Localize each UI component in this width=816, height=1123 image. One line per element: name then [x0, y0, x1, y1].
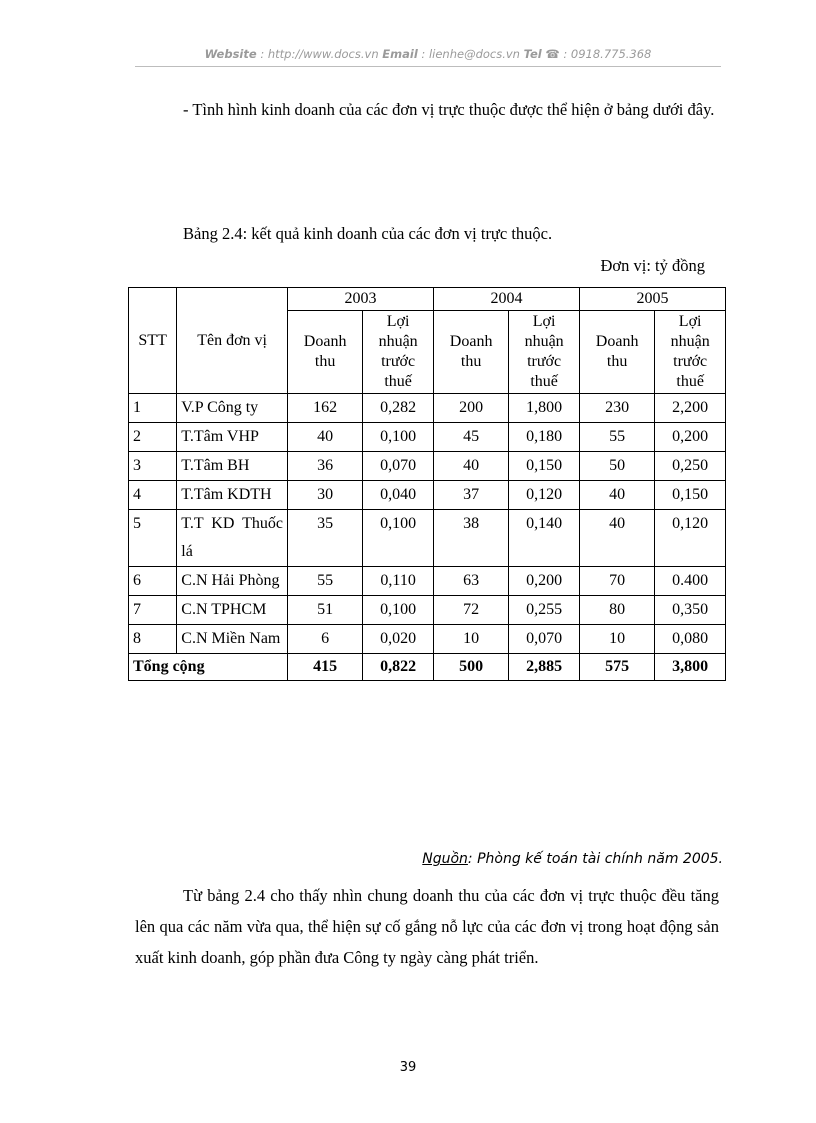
- cell-unit-name: T.T KD Thuốc lá: [177, 510, 288, 567]
- cell-stt: 5: [129, 510, 177, 567]
- cell-revenue-2005: 55: [579, 423, 654, 452]
- website-value: : http://www.docs.vn: [256, 47, 383, 61]
- cell-revenue-2003: 36: [287, 452, 362, 481]
- cell-stt: 4: [129, 481, 177, 510]
- cell-profit-2003: 0,100: [363, 423, 434, 452]
- cell-profit-2005: 0,350: [655, 596, 726, 625]
- table-row: [129, 625, 726, 654]
- header-revenue-2003: Doanh thu: [287, 311, 362, 394]
- header-profit-2005: Lợi nhuận trước thuế: [655, 311, 726, 394]
- cell-revenue-2004: 63: [433, 567, 508, 596]
- table-row: [129, 423, 726, 452]
- table-source: [422, 851, 723, 867]
- cell-revenue-2003: 35: [287, 510, 362, 567]
- header-year-2003: 2003: [287, 288, 433, 311]
- cell-revenue-2004: 45: [433, 423, 508, 452]
- table-row: [129, 510, 726, 567]
- header-revenue-2005: Doanh thu: [579, 311, 654, 394]
- total-label: Tổng cộng: [129, 654, 288, 681]
- page-number: 39: [399, 1060, 417, 1075]
- total-revenue-2003: 415: [287, 654, 362, 681]
- cell-revenue-2005: 50: [579, 452, 654, 481]
- website-label: Website: [204, 47, 257, 61]
- total-revenue-2005: 575: [579, 654, 654, 681]
- cell-profit-2003: 0,070: [363, 452, 434, 481]
- cell-profit-2004: 0,120: [509, 481, 580, 510]
- cell-stt: 8: [129, 625, 177, 654]
- total-revenue-2004: 500: [433, 654, 508, 681]
- source-text: : Phòng kế toán tài chính năm 2005.: [467, 851, 723, 867]
- cell-profit-2005: 0,250: [655, 452, 726, 481]
- cell-profit-2005: 0,200: [655, 423, 726, 452]
- cell-profit-2005: 0.400: [655, 567, 726, 596]
- cell-revenue-2005: 70: [579, 567, 654, 596]
- table-total-row: [129, 654, 726, 681]
- table-row: [129, 452, 726, 481]
- cell-profit-2003: 0,020: [363, 625, 434, 654]
- intro-paragraph: - Tình hình kinh doanh của các đơn vị trực thuộc được thể hiện ở bảng dưới đây.: [183, 100, 715, 119]
- cell-revenue-2004: 10: [433, 625, 508, 654]
- cell-profit-2004: 0,140: [509, 510, 580, 567]
- cell-stt: 6: [129, 567, 177, 596]
- total-profit-2003: 0,822: [363, 654, 434, 681]
- cell-revenue-2005: 230: [579, 394, 654, 423]
- cell-profit-2004: 1,800: [509, 394, 580, 423]
- cell-profit-2004: 0,150: [509, 452, 580, 481]
- cell-profit-2003: 0,040: [363, 481, 434, 510]
- cell-profit-2005: 2,200: [655, 394, 726, 423]
- cell-unit-name: T.Tâm BH: [177, 452, 288, 481]
- header-stt: STT: [129, 288, 177, 394]
- cell-profit-2004: 0,255: [509, 596, 580, 625]
- source-label: Nguồn: [422, 851, 468, 867]
- cell-revenue-2005: 80: [579, 596, 654, 625]
- cell-stt: 1: [129, 394, 177, 423]
- cell-stt: 3: [129, 452, 177, 481]
- email-value: : lienhe@docs.vn: [417, 47, 524, 61]
- cell-unit-name: T.Tâm KDTH: [177, 481, 288, 510]
- cell-revenue-2003: 6: [287, 625, 362, 654]
- cell-profit-2004: 0,070: [509, 625, 580, 654]
- page-header: [135, 47, 721, 61]
- tel-label: Tel: [523, 47, 542, 61]
- header-divider: [135, 66, 721, 67]
- cell-unit-name: T.Tâm VHP: [177, 423, 288, 452]
- cell-revenue-2004: 40: [433, 452, 508, 481]
- unit-note: Đơn vị: tỷ đồng: [600, 256, 705, 275]
- header-year-2004: 2004: [433, 288, 579, 311]
- cell-revenue-2004: 37: [433, 481, 508, 510]
- cell-profit-2004: 0,200: [509, 567, 580, 596]
- total-profit-2004: 2,885: [509, 654, 580, 681]
- cell-revenue-2003: 55: [287, 567, 362, 596]
- cell-profit-2003: 0,100: [363, 596, 434, 625]
- header-revenue-2004: Doanh thu: [433, 311, 508, 394]
- cell-stt: 2: [129, 423, 177, 452]
- cell-unit-name: V.P Công ty: [177, 394, 288, 423]
- cell-unit-name: C.N TPHCM: [177, 596, 288, 625]
- cell-profit-2003: 0,282: [363, 394, 434, 423]
- cell-unit-name: C.N Hải Phòng: [177, 567, 288, 596]
- cell-revenue-2004: 72: [433, 596, 508, 625]
- business-results-table: [128, 287, 726, 681]
- cell-profit-2005: 0,150: [655, 481, 726, 510]
- table-row: [129, 596, 726, 625]
- cell-profit-2005: 0,080: [655, 625, 726, 654]
- cell-revenue-2003: 162: [287, 394, 362, 423]
- table-row: [129, 394, 726, 423]
- cell-revenue-2005: 40: [579, 481, 654, 510]
- cell-unit-name: C.N Miền Nam: [177, 625, 288, 654]
- cell-revenue-2003: 51: [287, 596, 362, 625]
- conclusion-paragraph: Từ bảng 2.4 cho thấy nhìn chung doanh thu của các đơn vị trực thuộc đều tăng lên qua các năm vừa qua, thể hiện sự cố gắng nỗ lực của các đơn vị trong hoạt động sản xuất kinh doanh, góp phần đưa Công ty ngày càng phát triển.: [135, 886, 719, 967]
- total-profit-2005: 3,800: [655, 654, 726, 681]
- cell-revenue-2005: 40: [579, 510, 654, 567]
- tel-value: ☎ : 0918.775.368: [541, 47, 652, 61]
- cell-revenue-2004: 38: [433, 510, 508, 567]
- cell-profit-2003: 0,100: [363, 510, 434, 567]
- cell-revenue-2003: 40: [287, 423, 362, 452]
- header-profit-2004: Lợi nhuận trước thuế: [509, 311, 580, 394]
- cell-revenue-2005: 10: [579, 625, 654, 654]
- header-unit-name: Tên đơn vị: [177, 288, 288, 394]
- email-label: Email: [382, 47, 418, 61]
- cell-profit-2003: 0,110: [363, 567, 434, 596]
- cell-revenue-2003: 30: [287, 481, 362, 510]
- cell-profit-2005: 0,120: [655, 510, 726, 567]
- cell-profit-2004: 0,180: [509, 423, 580, 452]
- table-caption: Bảng 2.4: kết quả kinh doanh của các đơn vị trực thuộc.: [183, 224, 553, 243]
- table-row: [129, 481, 726, 510]
- header-profit-2003: Lợi nhuận trước thuế: [363, 311, 434, 394]
- cell-stt: 7: [129, 596, 177, 625]
- cell-revenue-2004: 200: [433, 394, 508, 423]
- table-row: [129, 567, 726, 596]
- header-year-2005: 2005: [579, 288, 725, 311]
